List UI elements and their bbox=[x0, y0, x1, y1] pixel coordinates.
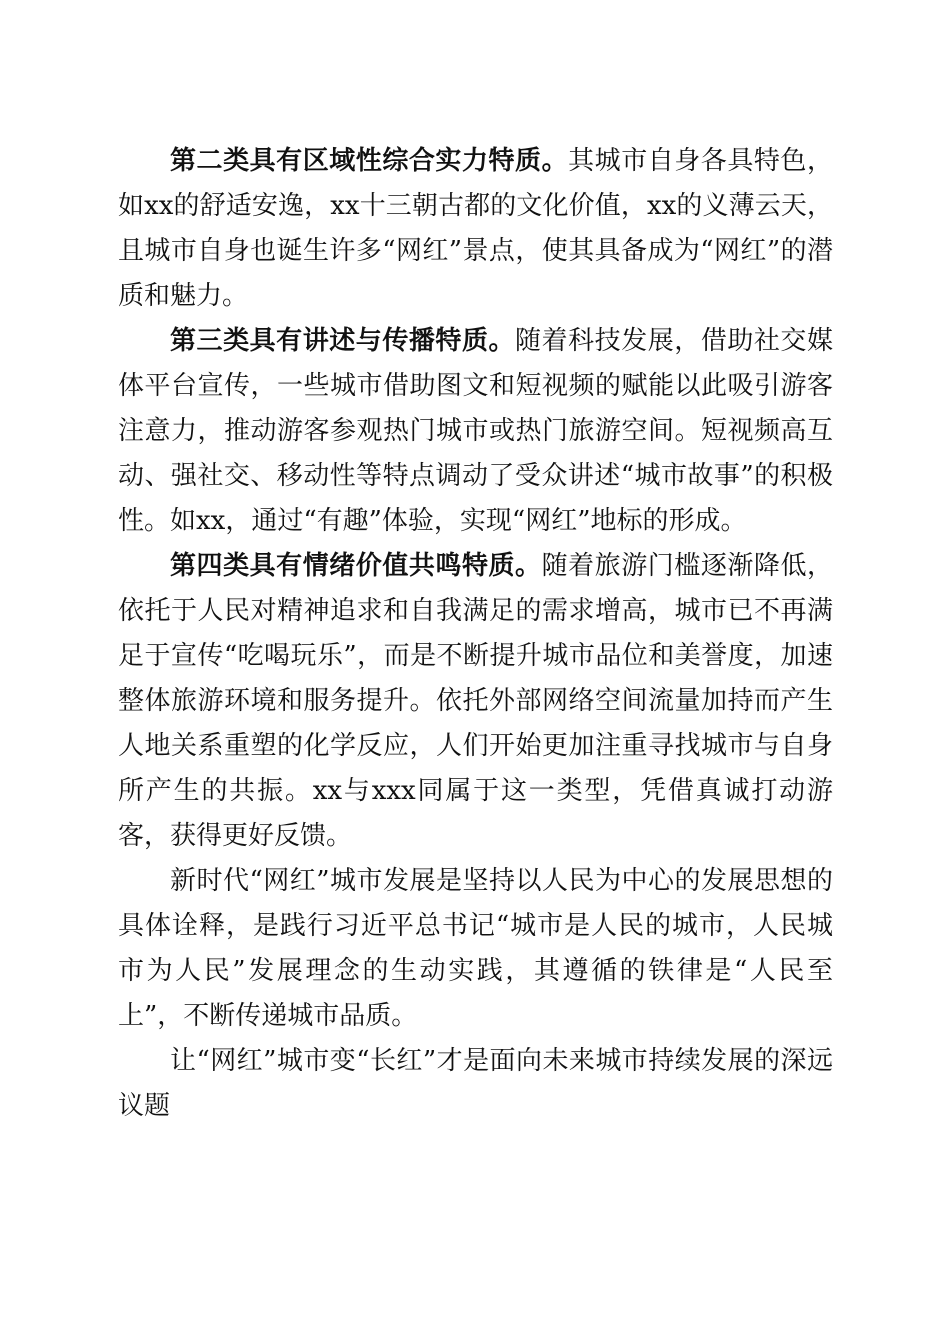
paragraph-text: 让“网红”城市变“长红”才是面向未来城市持续发展的深远议题 bbox=[118, 1046, 833, 1121]
paragraph-third-type bbox=[118, 319, 833, 544]
paragraph-closing-topic bbox=[118, 1039, 833, 1129]
paragraph-heading: 第三类具有讲述与传播特质。 bbox=[170, 326, 516, 356]
paragraph-text: 其城市自身各具特色，如xx的舒适安逸，xx十三朝古都的文化价值，xx的义薄云天，且城市自身也诞生许多“网红”景点，使其具备成为“网红”的潜质和魅力。 bbox=[118, 146, 833, 311]
paragraph-text: 新时代“网红”城市发展是坚持以人民为中心的发展思想的具体诠释，是践行习近平总书记“城市是人民的城市，人民城市为人民”发展理念的生动实践，其遵循的铁律是“人民至上”，不断传递城市品质。 bbox=[118, 866, 833, 1031]
paragraph-new-era bbox=[118, 859, 833, 1039]
paragraph-second-type bbox=[118, 139, 833, 319]
paragraph-heading: 第二类具有区域性综合实力特质。 bbox=[170, 146, 569, 176]
document-body bbox=[118, 139, 833, 1129]
paragraph-heading: 第四类具有情绪价值共鸣特质。 bbox=[170, 551, 542, 581]
paragraph-text: 随着旅游门槛逐渐降低，依托于人民对精神追求和自我满足的需求增高，城市已不再满足于宣传“吃喝玩乐”，而是不断提升城市品位和美誉度，加速整体旅游环境和服务提升。依托外部网络空间流量加持而产生人地关系重塑的化学反应，人们开始更加注重寻找城市与自身所产生的共振。xx与xxx同属于这一类型，凭借真诚打动游客，获得更好反馈。 bbox=[118, 551, 833, 851]
paragraph-fourth-type bbox=[118, 544, 833, 859]
paragraph-text: 随着科技发展，借助社交媒体平台宣传，一些城市借助图文和短视频的赋能以此吸引游客注意力，推动游客参观热门城市或热门旅游空间。短视频高互动、强社交、移动性等特点调动了受众讲述“城市故事”的积极性。如xx，通过“有趣”体验，实现“网红”地标的形成。 bbox=[118, 326, 833, 536]
